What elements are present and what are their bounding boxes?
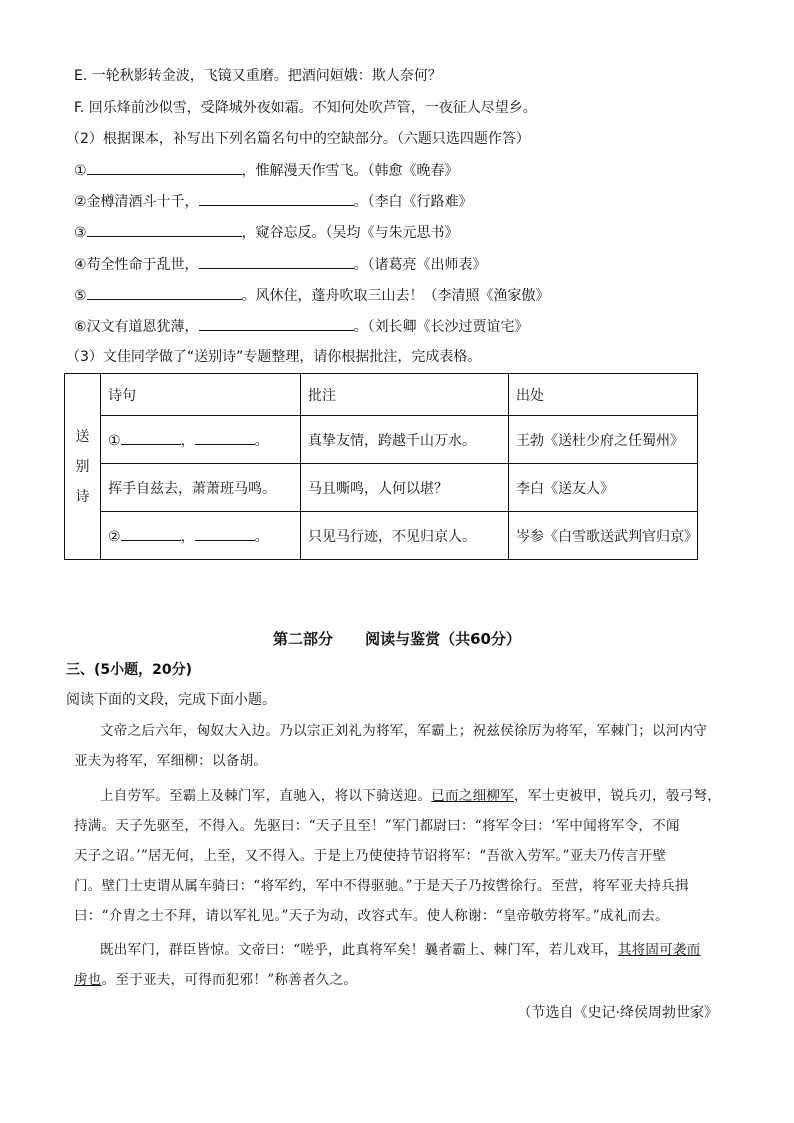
- verse-comma: ，: [180, 528, 195, 545]
- option-e: E. 一轮秋影转金波，飞镜又重磨。把酒问姮娥：欺人奈何？: [74, 68, 442, 84]
- answer-blank[interactable]: [199, 191, 354, 206]
- table-row: [65, 416, 698, 464]
- answer-blank[interactable]: [199, 254, 354, 269]
- q2-item-2: [74, 191, 473, 212]
- item-number: ③: [74, 225, 87, 241]
- q2-instruction: （2）根据课本，补写出下列名篇名句中的空缺部分。（六题只选四题作答）: [66, 131, 530, 147]
- passage-p1-line2: 亚夫为将军，军细柳：以备胡。: [74, 753, 268, 769]
- verse-period: 。: [254, 528, 269, 545]
- header-source: 出处: [509, 374, 698, 416]
- answer-blank[interactable]: [195, 430, 255, 445]
- part2-title: [0, 628, 794, 649]
- q2-item-6: [74, 316, 529, 337]
- passage-text: 上自劳军。至霸上及棘门军，直驰入，将以下骑送迎。: [100, 788, 432, 804]
- table-header-row: [65, 374, 698, 416]
- side-label: [65, 374, 101, 560]
- verse-cell: [101, 512, 301, 560]
- note-cell: 马且嘶鸣，人何以堪？: [301, 464, 509, 512]
- table-row: [65, 512, 698, 560]
- underlined-phrase: 其将固可袭而: [617, 942, 701, 958]
- verse-cell: [101, 416, 301, 464]
- part2-title-a: 第二部分: [273, 630, 334, 648]
- passage-p3-line2: [74, 970, 357, 990]
- passage-source: （节选自《史记·绛侯周勃世家》: [517, 1005, 718, 1021]
- passage-text: 既出军门，群臣皆惊。文帝曰：“嗟乎，此真将军矣！曩者霸上、棘门军，若儿戏耳，: [100, 942, 618, 958]
- item-number: ②: [74, 194, 87, 210]
- verse-comma: ，: [180, 432, 195, 449]
- item-after: 。（诸葛亮《出师表》: [353, 257, 487, 273]
- section3-instruction: 阅读下面的文段，完成下面小题。: [66, 692, 276, 708]
- item-after: 。（李白《行路难》: [353, 194, 473, 210]
- header-note: 批注: [301, 374, 509, 416]
- answer-blank[interactable]: [199, 316, 354, 331]
- verse-number: ①: [108, 432, 121, 449]
- side-char: 诗: [75, 488, 90, 505]
- answer-blank[interactable]: [87, 160, 242, 175]
- header-verse: 诗句: [101, 374, 301, 416]
- passage-p1-line1: 文帝之后六年，匈奴大入边。乃以宗正刘礼为将军，军霸上；祝兹侯徐厉为将军，军棘门；以河内守: [100, 723, 708, 739]
- passage-p2-line4: 门。壁门士吏谓从属车骑曰：“将军约，军中不得驱驰。”于是天子乃按辔徐行。至营，将军亚夫持兵揖: [74, 878, 689, 894]
- item-number: ⑤: [74, 288, 87, 304]
- verse-number: ②: [108, 528, 121, 545]
- q2-item-5: [74, 285, 550, 306]
- answer-blank[interactable]: [121, 526, 181, 541]
- q2-item-3: [74, 222, 459, 243]
- q2-item-1: [74, 160, 459, 181]
- source-cell: 王勃《送杜少府之任蜀州》: [509, 416, 698, 464]
- underlined-phrase: 已而之细柳军: [431, 788, 515, 804]
- item-after: ，惟解漫天作雪飞。（韩愈《晚春》: [241, 163, 459, 179]
- option-f: F. 回乐烽前沙似雪，受降城外夜如霜。不知何处吹芦管，一夜征人尽望乡。: [74, 100, 537, 116]
- passage-text: 。至于亚夫，可得而犯邪！”称善者久之。: [101, 972, 358, 988]
- source-cell: 李白《送友人》: [509, 464, 698, 512]
- note-cell: 真挚友情，跨越千山万水。: [301, 416, 509, 464]
- item-number: ④: [74, 257, 87, 273]
- verse-cell: 挥手自兹去，萧萧班马鸣。: [101, 464, 301, 512]
- part2-title-b: 阅读与鉴赏（共60分）: [365, 630, 521, 648]
- item-before: 金樽清酒斗十千，: [86, 194, 199, 210]
- answer-blank[interactable]: [87, 222, 242, 237]
- item-before: 汉文有道恩犹薄，: [86, 319, 199, 335]
- answer-blank[interactable]: [121, 430, 181, 445]
- passage-p3-line1: [100, 940, 701, 960]
- q2-item-4: [74, 254, 487, 275]
- verse-period: 。: [254, 432, 269, 449]
- item-after: 。（刘长卿《长沙过贾谊宅》: [353, 319, 529, 335]
- item-after: 。风休住，蓬舟吹取三山去！（李清照《渔家傲》: [241, 288, 550, 304]
- side-char: 送: [75, 428, 90, 445]
- passage-p2-line1: [100, 786, 721, 806]
- side-char: 别: [75, 458, 90, 475]
- item-number: ①: [74, 163, 87, 179]
- q3-instruction: （3）文佳同学做了“送别诗”专题整理，请你根据批注，完成表格。: [66, 349, 482, 365]
- underlined-phrase: 虏也: [74, 972, 102, 988]
- item-before: 苟全性命于乱世，: [86, 257, 199, 273]
- farewell-poem-table: [64, 373, 698, 560]
- item-number: ⑥: [74, 319, 87, 335]
- table-row: [65, 464, 698, 512]
- source-cell: 岑参《白雪歌送武判官归京》: [509, 512, 698, 560]
- passage-p2-line2: 持满。天子先驱至，不得入。先驱曰：“天子且至！”军门都尉曰：“将军令曰：‘军中闻将军令，不闻: [74, 818, 680, 834]
- answer-blank[interactable]: [87, 285, 242, 300]
- note-cell: 只见马行迹，不见归京人。: [301, 512, 509, 560]
- item-after: ，窥谷忘反。（吴均《与朱元思书》: [241, 225, 459, 241]
- passage-p2-line3: 天子之诏。’”居无何，上至，又不得入。于是上乃使使持节诏将军：“吾欲入劳军。”亚夫乃传言开壁: [74, 848, 667, 864]
- section3-heading: 三、(5小题，20分): [66, 662, 193, 678]
- answer-blank[interactable]: [195, 526, 255, 541]
- passage-text: ，军士吏被甲，锐兵刃，彀弓弩，: [514, 788, 722, 804]
- passage-p2-line5: 曰：“介胄之士不拜，请以军礼见。”天子为动，改容式车。使人称谢：“皇帝敬劳将军。”成礼而去。: [74, 908, 669, 924]
